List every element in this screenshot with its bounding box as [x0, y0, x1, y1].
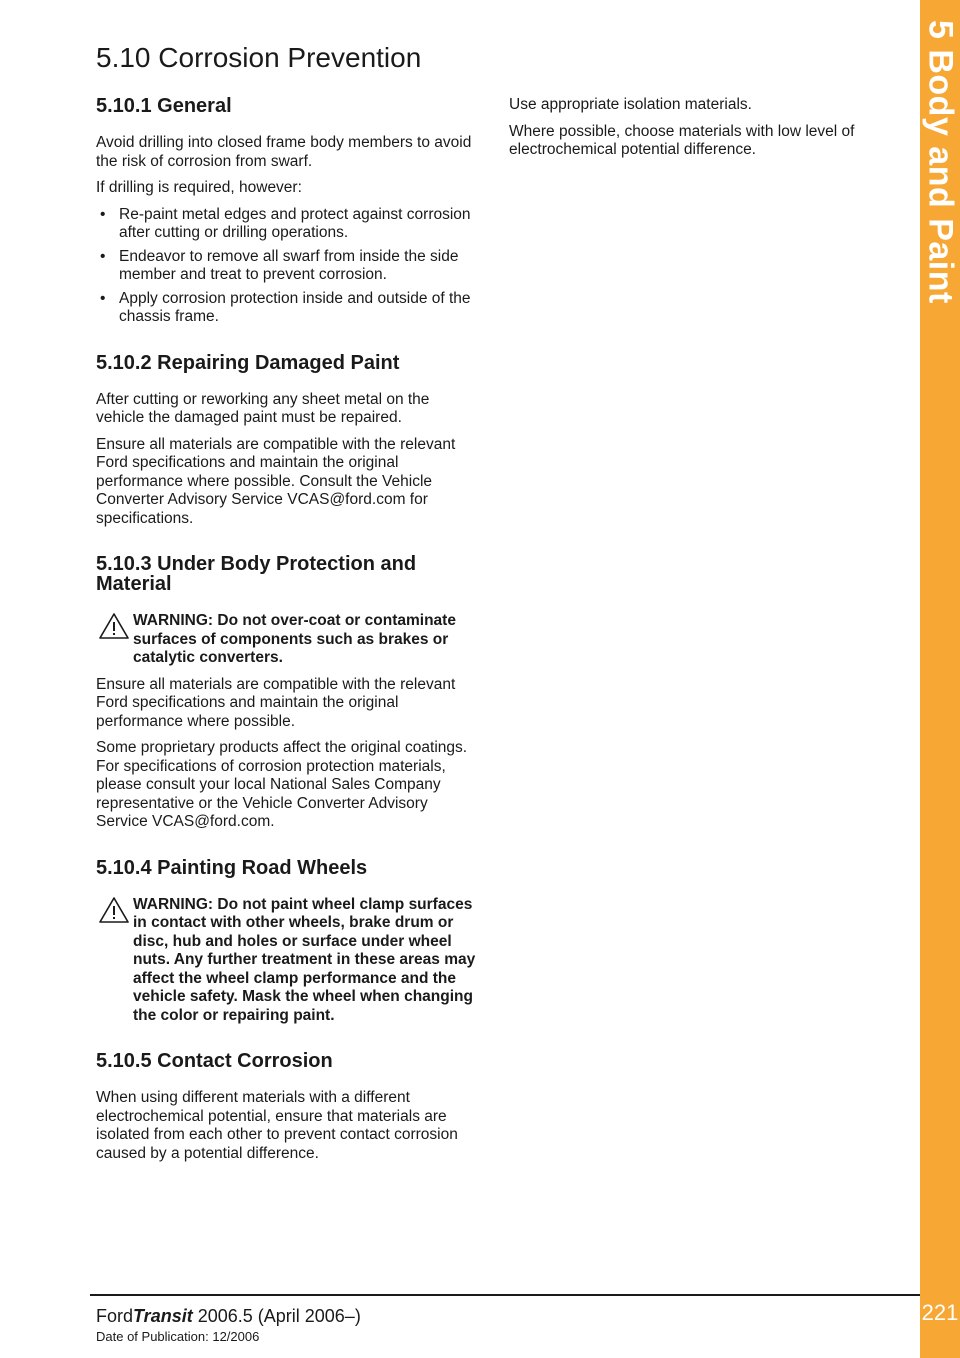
list-item: • Re-paint metal edges and protect against corrosion after cutting or drilling operations. [100, 205, 471, 241]
page-title: 5.10 Corrosion Prevention [96, 42, 422, 73]
section-heading-contact-corrosion: 5.10.5 Contact Corrosion [96, 1050, 333, 1072]
section-heading-repairing-paint: 5.10.2 Repairing Damaged Paint [96, 351, 400, 374]
paragraph: Use appropriate isolation materials. [509, 96, 752, 113]
paragraph: Avoid drilling into closed frame body members to avoid the risk of corrosion from swarf. [96, 134, 472, 170]
section-heading-general: 5.10.1 General [96, 95, 232, 117]
paragraph: When using different materials with a different electrochemical potential, ensure that materials are isolated from each other to prevent contact corrosion caused by a potential difference. [96, 1089, 458, 1162]
paragraph: After cutting or reworking any sheet metal on the vehicle the damaged paint must be repaired. [96, 390, 430, 426]
list-item: • Apply corrosion protection inside and outside of the chassis frame. [100, 289, 471, 325]
section-heading-underbody: 5.10.3 Under Body Protection and Material [96, 553, 417, 595]
list-item: • Endeavor to remove all swarf from inside the side member and treat to prevent corrosion. [100, 247, 459, 283]
warning-text: WARNING: Do not paint wheel clamp surfaces in contact with other wheels, brake drum or disc, hub and holes or surface under wheel nuts. Any further treatment in these areas may affect the wheel clamp performance and the vehicle safety. Mask the wheel when changing the color or repairing paint. [133, 895, 476, 1024]
left-column [96, 96, 478, 1171]
warning-triangle-icon [98, 896, 130, 924]
paragraph: Ensure all materials are compatible with the relevant Ford specifications and maintain the original performance where possible. Consult the Vehicle Converter Advisory Service VCAS@ford.com for specifications. [96, 435, 456, 527]
warning-text: WARNING: Do not over-coat or contaminate surfaces of components such as brakes or catalytic converters. [133, 612, 456, 666]
paragraph: Some proprietary products affect the original coatings. For specifications of corrosion protection materials, please consult your local National Sales Company representative or the Vehicle Converter Advisory Service VCAS@ford.com. [96, 739, 468, 830]
chapter-title-text: 5 Body and Paint [921, 20, 960, 304]
chapter-title [920, 20, 960, 360]
footer-publication-title: FordTransit 2006.5 (April 2006–) [96, 1306, 361, 1326]
paragraph: If drilling is required, however: [96, 179, 302, 196]
footer-divider [90, 1294, 920, 1296]
right-column [509, 96, 891, 168]
bullet-list [96, 206, 478, 327]
paragraph: Ensure all materials are compatible with the relevant Ford specifications and maintain the original performance where possible. [96, 675, 456, 730]
paragraph: Where possible, choose materials with low level of electrochemical potential difference. [509, 122, 855, 158]
page-number: 221 [921, 1300, 959, 1325]
warning-block [96, 612, 478, 668]
warning-block [96, 896, 478, 1026]
footer-publication-date: Date of Publication: 12/2006 [96, 1329, 260, 1344]
section-heading-road-wheels: 5.10.4 Painting Road Wheels [96, 856, 368, 879]
warning-triangle-icon [98, 612, 130, 640]
